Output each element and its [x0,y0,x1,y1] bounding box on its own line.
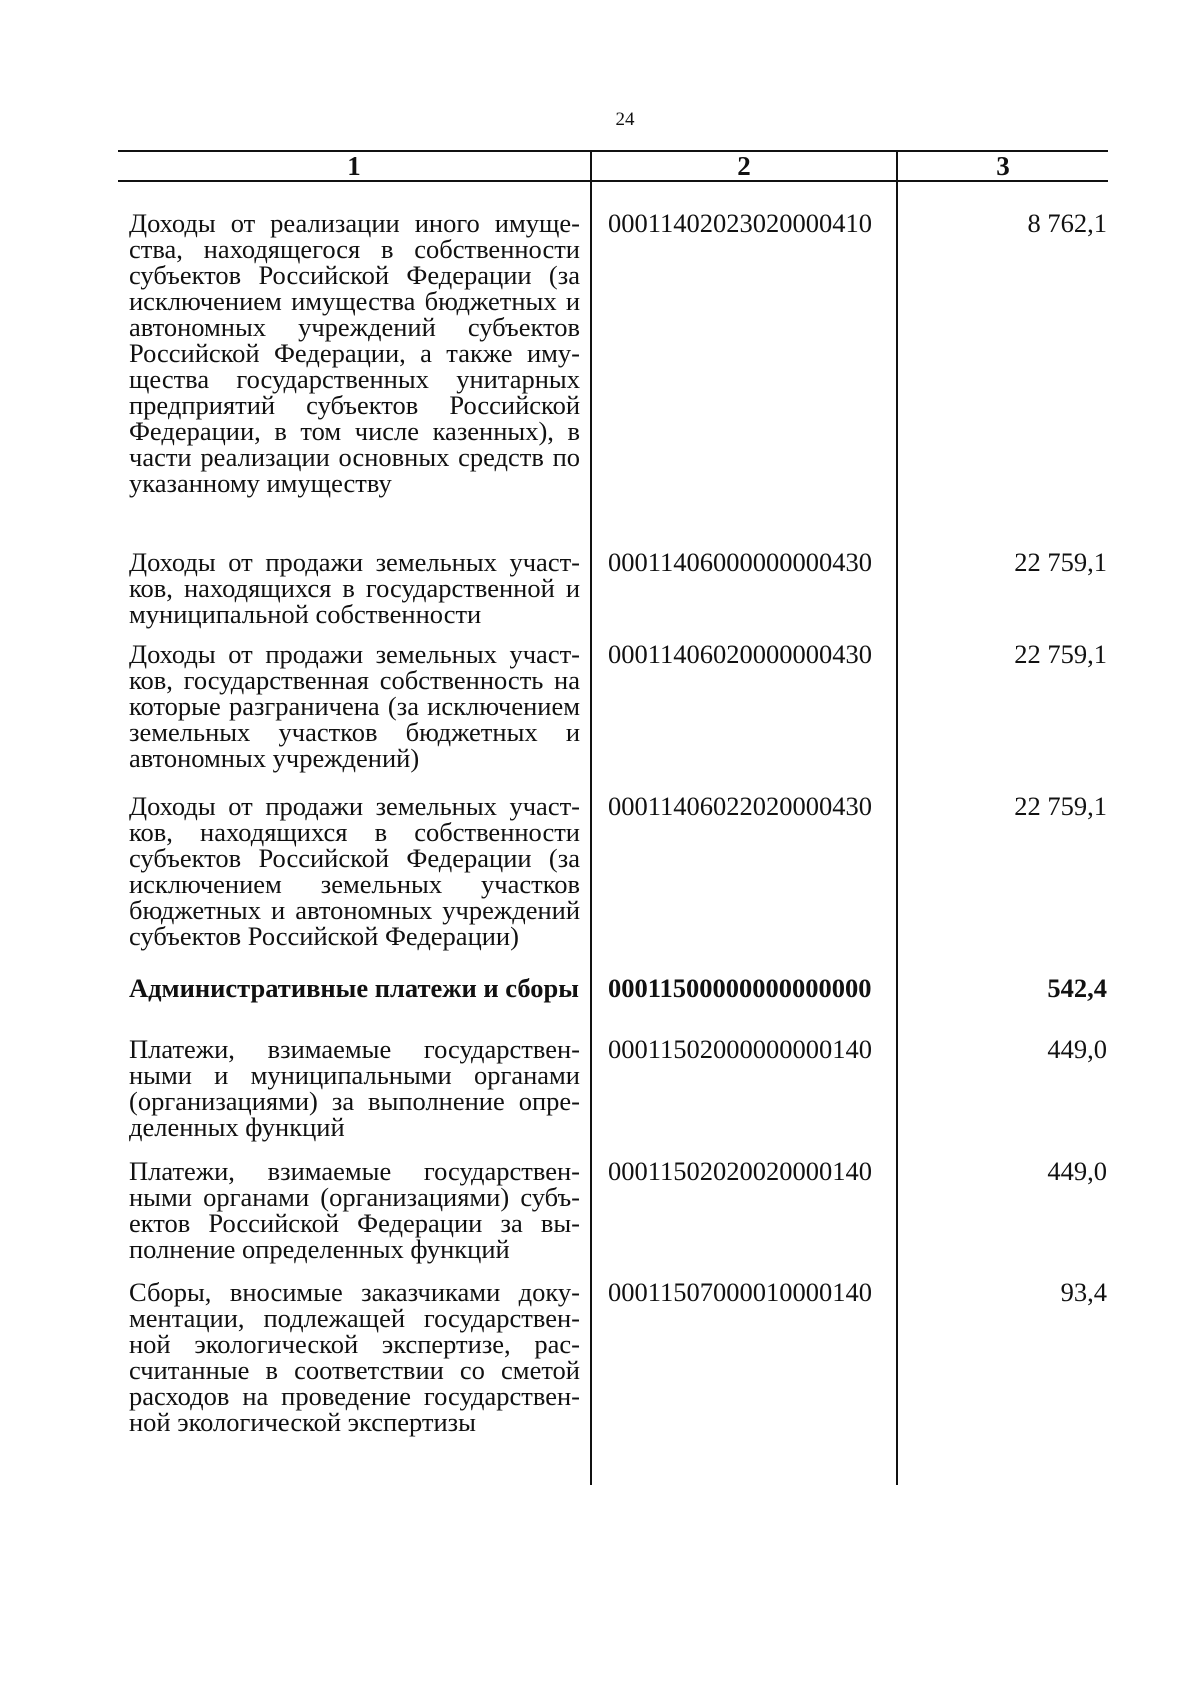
row-code: 00011406000000000430 [591,549,897,640]
revenue-table [118,150,1108,1485]
row-code: 00011406020000000430 [591,641,897,793]
row-code: 00011502000000000140 [591,1036,897,1158]
row-name: Платежи, взимаемые государственными органами (организациями) субъектов Российской Федерации за выполнение определенных функций [118,1158,591,1280]
table-row [118,1158,1108,1280]
row-code: 00011502020020000140 [591,1158,897,1280]
row-name: Доходы от продажи земельных участков, государственная собственность на которые разграничена (за исключением земельных участков бюджетных и автономных учреждений) [118,641,591,793]
row-name: Административные платежи и сборы [118,975,591,1036]
table-row [118,793,1108,975]
table-body [118,181,1108,1485]
row-amount: 449,0 [1047,1033,1107,1064]
row-amount: 449,0 [1047,1155,1107,1186]
table-row [118,641,1108,793]
column-header-3: 3 [897,151,1108,181]
table-row [118,1279,1108,1485]
row-amount: 22 759,1 [1014,638,1107,669]
row-name: Доходы от реализации иного имущества, находящегося в собственности субъектов Российской Федерации (за исключением имущества бюджетных и автономных учреждений субъектов Российской Федерации, а также имущества государственных унитарных предприятий субъектов Российской Федерации, в том числе казенных), в части реализации основных средств по указанному имуществу [118,181,591,549]
table-row [118,181,1108,549]
row-amount: 22 759,1 [1014,547,1107,578]
column-header-2: 2 [591,151,897,181]
header-row [118,151,1108,181]
row-amount: 542,4 [1047,973,1107,1004]
row-name: Доходы от продажи земельных участков, находящихся в государственной и муниципальной собственности [118,549,591,640]
row-code: 00011507000010000140 [591,1279,897,1485]
row-name: Сборы, вносимые заказчиками документации, подлежащей государственной экологической экспертизе, рассчитанные в соответствии со сметой расходов на проведение государственной экологической экспертизы [118,1279,591,1485]
table-row-section-total [118,975,1108,1036]
row-amount: 22 759,1 [1014,790,1107,821]
row-code: 00011402023020000410 [591,181,897,549]
table-row [118,1036,1108,1158]
column-header-1: 1 [118,151,591,181]
row-name: Доходы от продажи земельных участков, находящихся в собственности субъектов Российской Федерации (за исключением земельных участков бюджетных и автономных учреждений субъектов Российской Федерации) [118,793,591,975]
row-amount: 8 762,1 [1027,208,1107,238]
row-code: 00011500000000000000 [591,975,897,1036]
table-row [118,549,1108,640]
table-header [118,151,1108,181]
row-amount: 93,4 [1060,1277,1107,1308]
row-code: 00011406022020000430 [591,793,897,975]
page-number: 24 [615,109,635,130]
row-name: Платежи, взимаемые государственными и муниципальными органами (организациями) за выполнение определенных функций [118,1036,591,1158]
